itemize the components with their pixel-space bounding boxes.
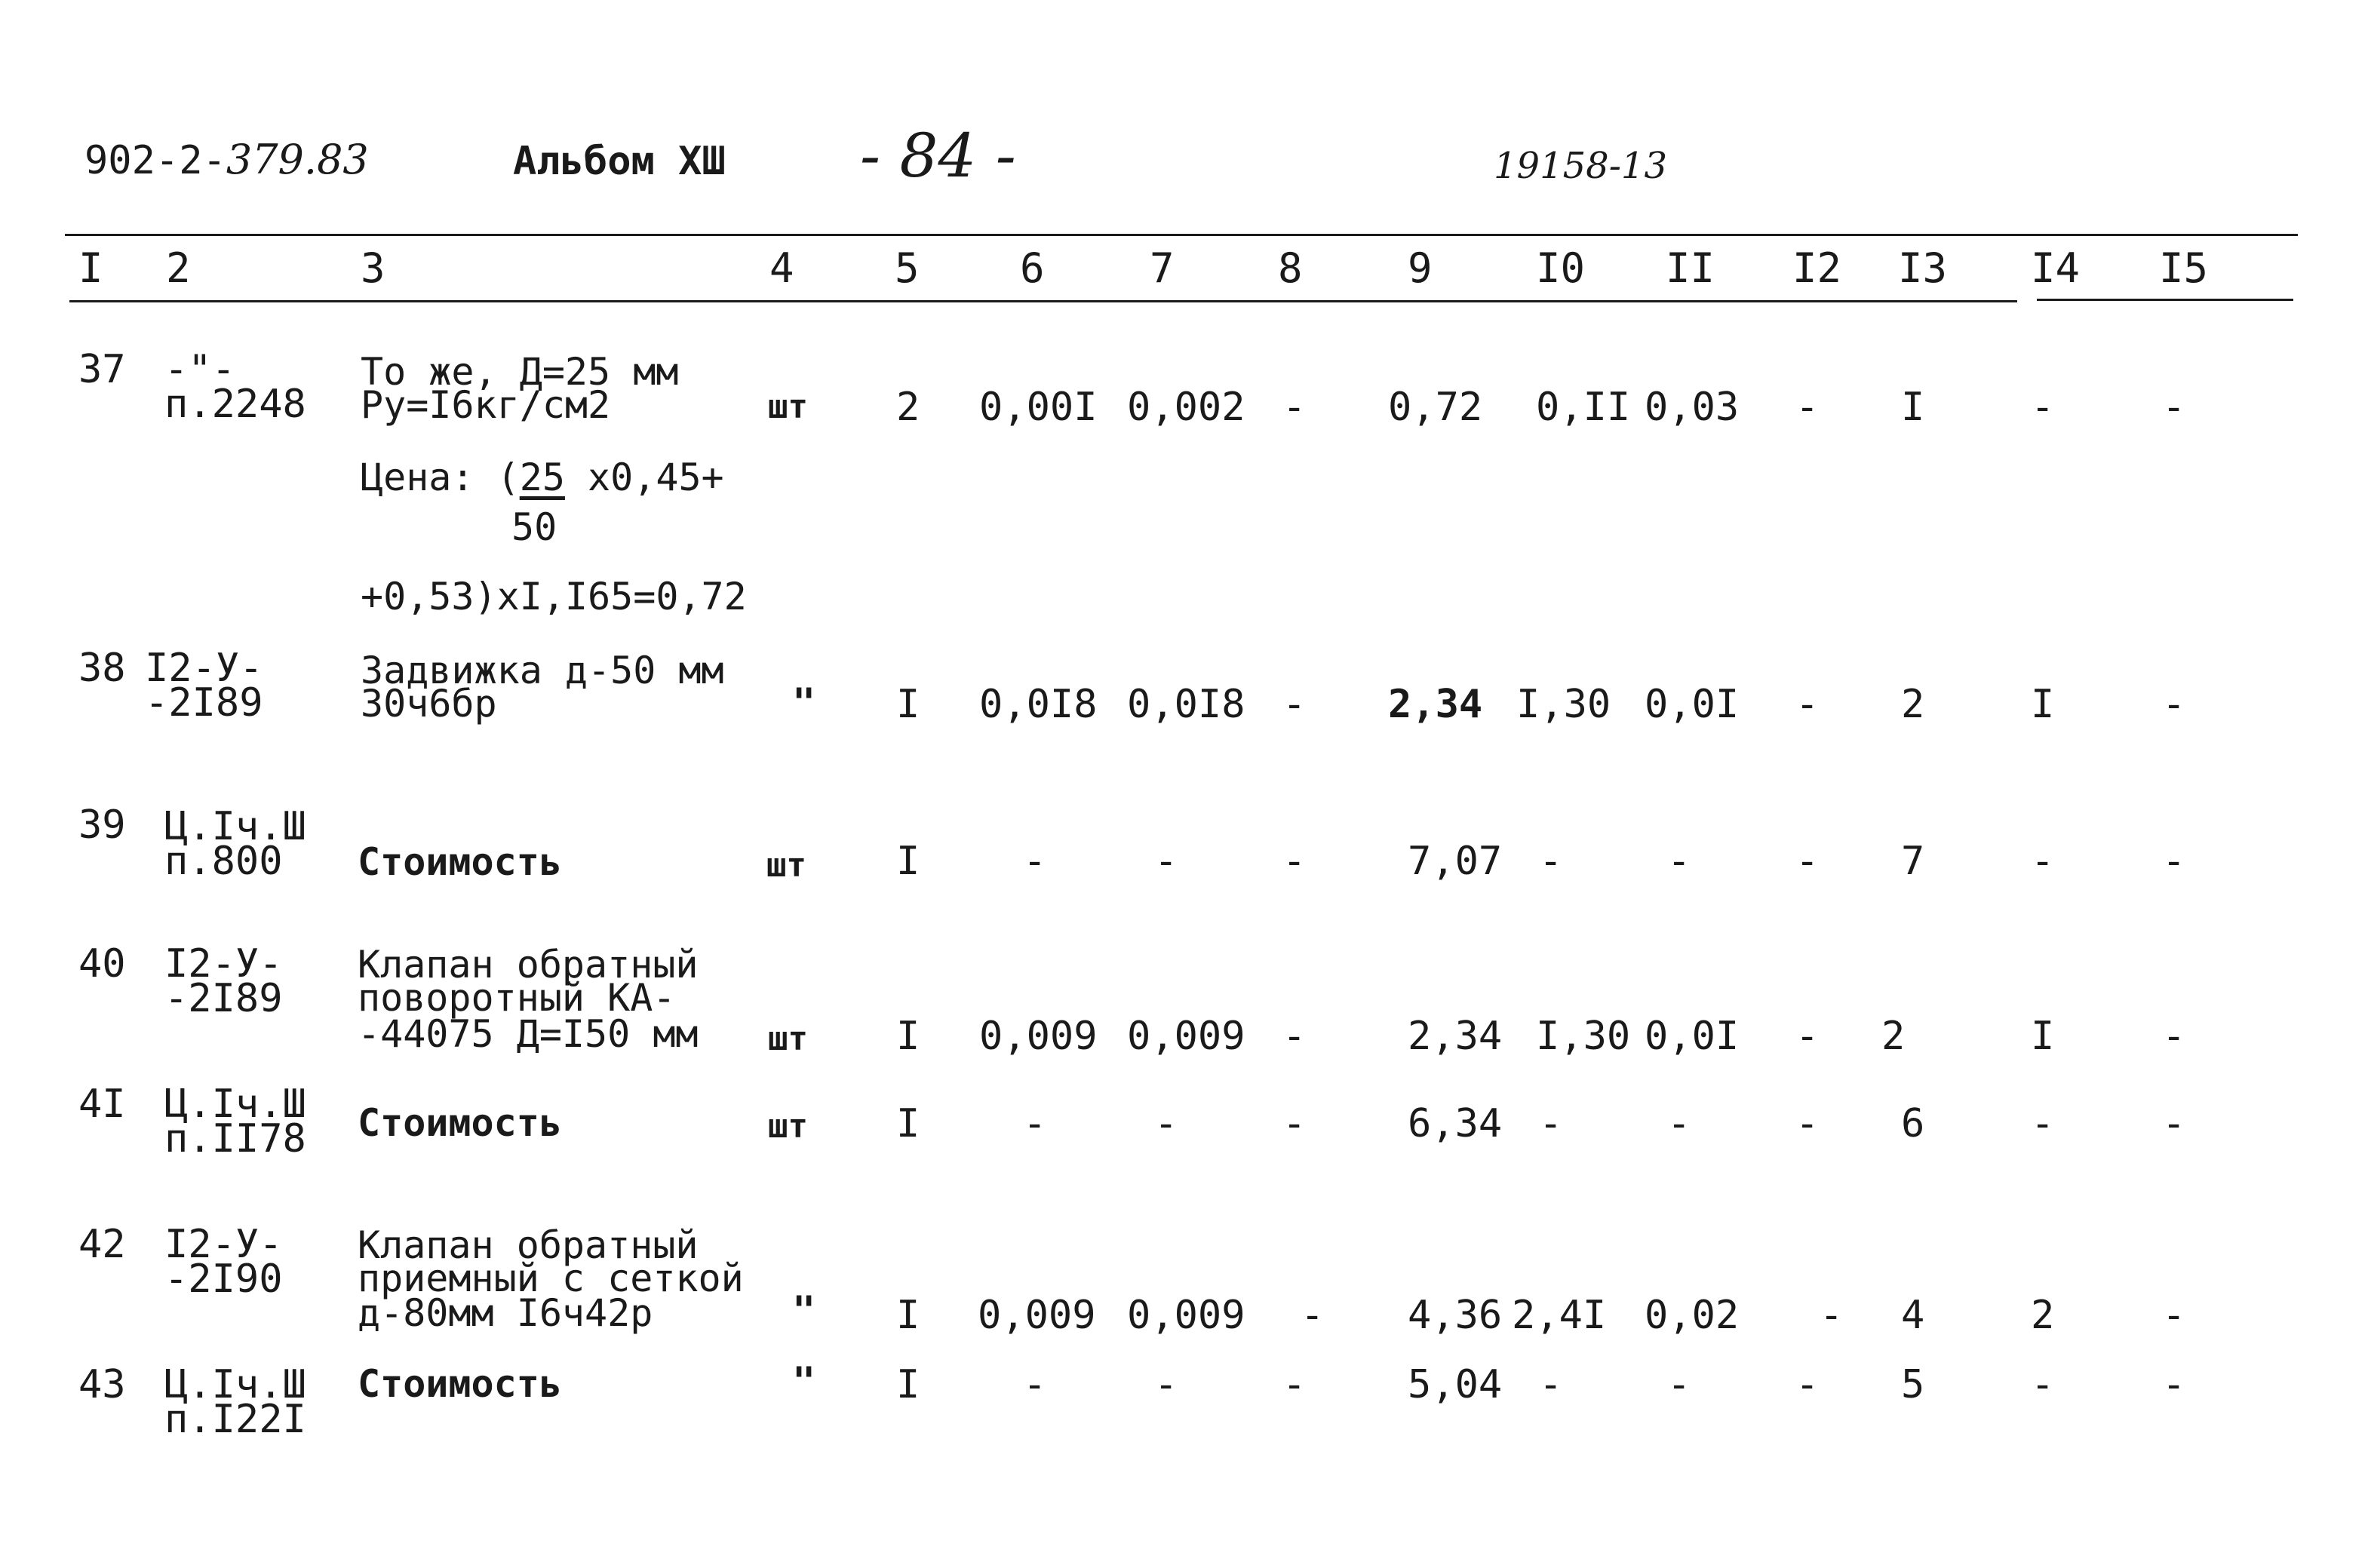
cell-col-15: - <box>2162 385 2186 430</box>
cell-col-12: - <box>1795 1014 1820 1059</box>
row-description: д-80мм I6ч42р <box>358 1291 653 1335</box>
cell-col-9: 2,34 <box>1388 682 1483 727</box>
cell-col-15: - <box>2162 1362 2186 1407</box>
quantity: I <box>896 1362 920 1407</box>
cell-col-15: - <box>2162 1101 2186 1146</box>
column-header: 9 <box>1408 244 1433 292</box>
column-header: 7 <box>1150 244 1175 292</box>
document-code <box>84 136 369 183</box>
cell-col-8: - <box>1282 1101 1307 1146</box>
column-header: I4 <box>2031 244 2081 292</box>
cell-col-11: 0,0I <box>1645 682 1740 727</box>
cell-col-15: - <box>2162 1293 2186 1338</box>
cell-col-14: - <box>2031 1362 2055 1407</box>
row-reference: -"- <box>164 347 235 392</box>
cell-col-8: - <box>1282 385 1307 430</box>
cell-col-11: 0,03 <box>1645 385 1740 430</box>
row-reference: Ц.Iч.Ш <box>164 1082 306 1127</box>
cell-col-14: 2 <box>2031 1293 2055 1338</box>
cell-col-7: 0,009 <box>1127 1014 1245 1059</box>
row-number: 4I <box>78 1082 126 1127</box>
row-reference: п.800 <box>164 839 283 884</box>
unit: шт <box>768 388 808 426</box>
row-reference: I2-У- <box>164 941 283 987</box>
cell-col-10: I,30 <box>1516 682 1611 727</box>
column-header: I5 <box>2159 244 2209 292</box>
cell-col-10: - <box>1539 1362 1563 1407</box>
row-reference: п.2248 <box>164 382 306 427</box>
cell-col-13: 6 <box>1901 1101 1925 1146</box>
cell-col-7: 0,002 <box>1127 385 1245 430</box>
column-header: 2 <box>166 244 191 292</box>
row-number: 43 <box>78 1362 126 1407</box>
column-header: I0 <box>1536 244 1586 292</box>
cell-col-6: 0,00I <box>979 385 1098 430</box>
price-calculation <box>361 456 724 499</box>
cell-col-6: 0,009 <box>978 1293 1096 1338</box>
row-reference: Ц.Iч.Ш <box>164 804 306 849</box>
column-header: 4 <box>769 244 794 292</box>
quantity: I <box>896 1293 920 1338</box>
row-number: 39 <box>78 802 126 848</box>
column-header: 5 <box>895 244 920 292</box>
cell-col-14: - <box>2031 839 2055 884</box>
cell-col-7: 0,009 <box>1127 1293 1245 1338</box>
column-header: I2 <box>1792 244 1842 292</box>
cell-col-12: - <box>1795 839 1820 884</box>
cell-col-13: 5 <box>1901 1362 1925 1407</box>
price-calc-denominator: 50 <box>511 505 557 549</box>
row-description: То же, Д=25 мм <box>361 350 679 394</box>
unit: шт <box>766 846 806 885</box>
quantity: I <box>896 682 920 727</box>
row-reference: п.II78 <box>164 1116 306 1161</box>
document-code-handwritten: 379.83 <box>226 136 369 183</box>
price-calc-prefix: Цена: ( <box>361 456 520 499</box>
price-calc-suffix: х0,45+ <box>564 456 724 499</box>
cell-col-7: 0,0I8 <box>1127 682 1245 727</box>
cell-col-7: - <box>1154 1101 1178 1146</box>
column-header: 3 <box>361 244 385 292</box>
cell-col-13: 4 <box>1901 1293 1925 1338</box>
order-number: 19158-13 <box>1494 145 1667 187</box>
cell-col-10: I,30 <box>1536 1014 1631 1059</box>
cell-col-6: - <box>1023 839 1047 884</box>
row-number: 42 <box>78 1222 126 1267</box>
row-reference: Ц.Iч.Ш <box>164 1362 306 1407</box>
quantity: I <box>896 1101 920 1146</box>
cell-col-10: - <box>1539 1101 1563 1146</box>
cell-col-11: - <box>1667 1362 1691 1407</box>
cell-col-11: 0,02 <box>1645 1293 1740 1338</box>
row-description: Клапан обратный <box>358 943 699 987</box>
row-number: 38 <box>78 646 126 691</box>
cell-col-9: 7,07 <box>1408 839 1503 884</box>
cell-col-6: 0,0I8 <box>979 682 1098 727</box>
cell-col-14: - <box>2031 1101 2055 1146</box>
row-description: Стоимость <box>358 840 562 884</box>
row-description: Стоимость <box>358 1362 562 1406</box>
row-reference: I2-У- <box>164 1222 283 1267</box>
column-header: I <box>78 244 103 292</box>
column-header: I3 <box>1898 244 1948 292</box>
cell-col-12: - <box>1795 385 1820 430</box>
cell-col-10: - <box>1539 839 1563 884</box>
cell-col-9: 0,72 <box>1388 385 1483 430</box>
row-description: Задвижка д-50 мм <box>361 649 724 692</box>
row-description: Ру=I6кг/см2 <box>361 383 611 427</box>
row-description: Стоимость <box>358 1101 562 1145</box>
row-reference: I2-У- <box>145 646 263 691</box>
album-title: Альбом XШ <box>513 139 726 184</box>
cell-col-14: I <box>2031 1014 2055 1059</box>
column-header: 8 <box>1278 244 1303 292</box>
cell-col-15: - <box>2162 682 2186 727</box>
cell-col-6: 0,009 <box>979 1014 1098 1059</box>
cell-col-10: 2,4I <box>1512 1293 1607 1338</box>
price-calc-total: +0,53)хI,I65=0,72 <box>361 575 747 618</box>
cell-col-11: 0,0I <box>1645 1014 1740 1059</box>
quantity: I <box>896 1014 920 1059</box>
cell-col-8: - <box>1282 839 1307 884</box>
quantity: I <box>896 839 920 884</box>
cell-col-8: - <box>1282 1362 1307 1407</box>
cell-col-12: - <box>1795 682 1820 727</box>
row-reference: -2I89 <box>145 680 263 726</box>
column-header: II <box>1666 244 1715 292</box>
row-description: 30ч6бр <box>361 682 497 726</box>
cell-col-14: I <box>2031 682 2055 727</box>
cell-col-7: - <box>1154 839 1178 884</box>
cell-col-11: - <box>1667 1101 1691 1146</box>
table-header-rule-right <box>2037 299 2293 301</box>
row-description: поворотный КА- <box>358 976 676 1020</box>
column-header: 6 <box>1020 244 1045 292</box>
cell-col-10: 0,II <box>1536 385 1631 430</box>
cell-col-6: - <box>1023 1362 1047 1407</box>
table-header-rule <box>69 300 2017 302</box>
cell-col-9: 4,36 <box>1408 1293 1503 1338</box>
table-top-rule <box>65 234 2298 236</box>
row-reference: -2I89 <box>164 976 283 1021</box>
cell-col-8: - <box>1282 682 1307 727</box>
unit: " <box>792 1359 816 1404</box>
cell-col-13: I <box>1901 385 1925 430</box>
row-reference: -2I90 <box>164 1257 283 1302</box>
row-description: -44075 Д=I50 мм <box>358 1012 699 1056</box>
cell-col-9: 6,34 <box>1408 1101 1503 1146</box>
cell-col-13: 2 <box>1901 682 1925 727</box>
cell-col-11: - <box>1667 839 1691 884</box>
page-number: - 84 - <box>860 121 1016 191</box>
cell-col-7: - <box>1154 1362 1178 1407</box>
price-calc-numerator: 25 <box>519 456 565 499</box>
cell-col-12: - <box>1795 1101 1820 1146</box>
unit: шт <box>768 1020 808 1058</box>
cell-col-6: - <box>1023 1101 1047 1146</box>
cell-col-14: - <box>2031 385 2055 430</box>
unit: " <box>792 1288 816 1333</box>
cell-col-12: - <box>1820 1293 1844 1338</box>
cell-col-8: - <box>1301 1293 1325 1338</box>
cell-col-15: - <box>2162 1014 2186 1059</box>
cell-col-13: 2 <box>1881 1014 1906 1059</box>
row-description: приемный с сеткой <box>358 1257 744 1300</box>
cell-col-15: - <box>2162 839 2186 884</box>
quantity: 2 <box>896 385 920 430</box>
cell-col-12: - <box>1795 1362 1820 1407</box>
row-number: 37 <box>78 347 126 392</box>
row-reference: п.I22I <box>164 1397 306 1442</box>
cell-col-13: 7 <box>1901 839 1925 884</box>
row-number: 40 <box>78 941 126 987</box>
row-description: Клапан обратный <box>358 1223 699 1267</box>
cell-col-8: - <box>1282 1014 1307 1059</box>
document-code-printed: 902-2- <box>84 138 226 183</box>
unit: " <box>792 680 816 726</box>
unit: шт <box>768 1107 808 1146</box>
cell-col-9: 2,34 <box>1408 1014 1503 1059</box>
cell-col-9: 5,04 <box>1408 1362 1503 1407</box>
